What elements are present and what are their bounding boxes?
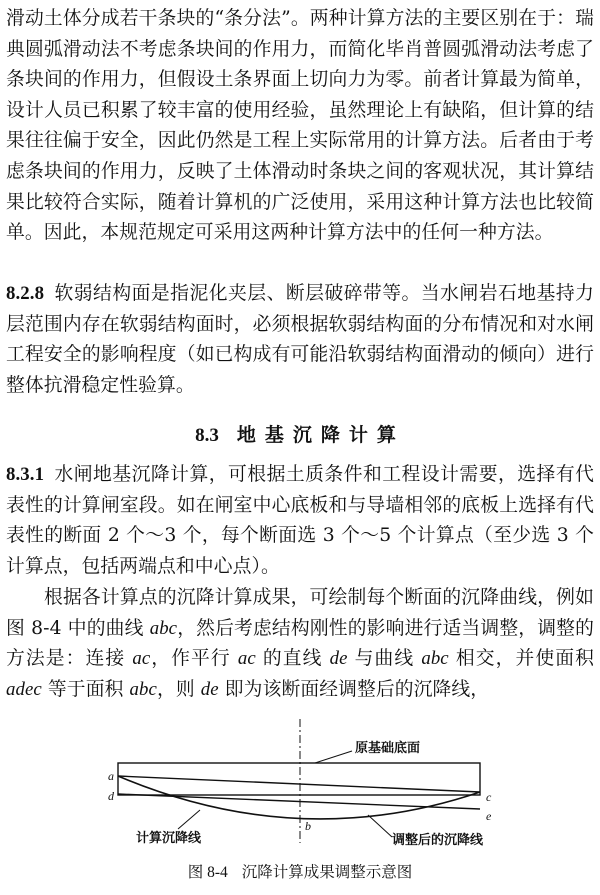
text-run: 根据各计算点的沉降计算成果，可绘制每个断面的沉降曲线，例如图 8-4 中的曲线	[6, 587, 594, 639]
figure-caption	[0, 862, 600, 883]
text-run: 即为该断面经调整后的沉降线，	[218, 678, 490, 700]
math-symbol: ac	[237, 648, 256, 670]
text-run: 相交，并使面积	[448, 648, 594, 670]
clause-text: 水闸地基沉降计算，可根据土质条件和工程设计需要，选择有代表性的计算闸室段。如在闸室中心底板和与导墙相邻的底板上选择有代表性的断面 2 个～3 个，每个断面选 3 个～5 个计算点（至少选 3 个计算点，包括两端点和中心点）。	[6, 464, 594, 577]
label-calculated-curve: 计算沉降线	[136, 831, 202, 846]
math-symbol: de	[329, 648, 348, 670]
point-label-b: b	[305, 819, 311, 833]
math-symbol: abc	[421, 648, 449, 670]
text-run: ，然后考虑结构刚性的影响进行适当调整，调整的方法是：连接	[6, 617, 594, 670]
point-label-d: d	[108, 789, 114, 803]
clause-number: 8.2.8	[6, 283, 45, 304]
math-symbol: abc	[129, 678, 157, 700]
leader-line-base	[315, 751, 352, 763]
section-number: 8.3	[195, 425, 219, 446]
calculated-settlement-curve	[118, 776, 480, 819]
chord-ac	[118, 776, 480, 792]
text-run: ，则	[156, 678, 201, 700]
text-run: 的直线	[255, 648, 330, 670]
math-symbol: ac	[132, 648, 151, 670]
text-run: 等于面积	[41, 678, 130, 700]
clause-8-3-1	[6, 460, 594, 582]
point-label-c: c	[486, 790, 492, 804]
point-label-a: a	[108, 769, 114, 783]
point-label-e: e	[486, 809, 492, 823]
caption-number: 图 8-4	[187, 864, 228, 881]
clause-number: 8.3.1	[6, 464, 45, 485]
paragraph-slice-methods	[6, 4, 594, 249]
leader-line-adjusted	[368, 815, 392, 837]
clause-text: 软弱结构面是指泥化夹层、断层破碎带等。当水闸岩石地基持力层范围内存在软弱结构面时，必须根据软弱结构面的分布情况和对水闸工程安全的影响程度（如已构成有可能沿软弱结构面滑动的倾向）进行整体抗滑稳定性验算。	[6, 283, 594, 396]
math-symbol: abc	[149, 617, 178, 639]
paragraph-adjustment-method	[6, 583, 594, 705]
math-symbol: de	[200, 678, 219, 700]
label-original-base: 原基础底面	[355, 741, 421, 756]
clause-8-2-8	[6, 279, 594, 401]
label-adjusted-line: 调整后的沉降线	[392, 833, 484, 848]
text-run: ，作平行	[150, 648, 238, 670]
settlement-adjustment-figure	[100, 715, 520, 865]
math-symbol: adec	[6, 678, 42, 700]
section-title: 地基沉降计算	[236, 424, 405, 446]
text-run: 与曲线	[347, 648, 422, 670]
caption-text: 沉降计算成果调整示意图	[241, 863, 413, 881]
section-heading	[0, 420, 600, 451]
paragraph-text: 滑动土体分成若干条块的“条分法”。两种计算方法的主要区别在于：瑞典圆弧滑动法不考虑条块间的作用力，而简化毕肖普圆弧滑动法考虑了条块间的作用力，但假设土条界面上切向力为零。前者计算最为简单，设计人员已积累了较丰富的使用经验，虽然理论上有缺陷，但计算的结果往往偏于安全，因此仍然是工程上实际常用的计算方法。后者由于考虑条块间的作用力，反映了土体滑动时条块之间的客观状况，其计算结果比较符合实际，随着计算机的广泛使用，采用这种计算方法也比较简单。因此，本规范规定可采用这两种计算方法中的任何一种方法。	[6, 8, 594, 244]
leader-line-curve	[178, 810, 200, 829]
